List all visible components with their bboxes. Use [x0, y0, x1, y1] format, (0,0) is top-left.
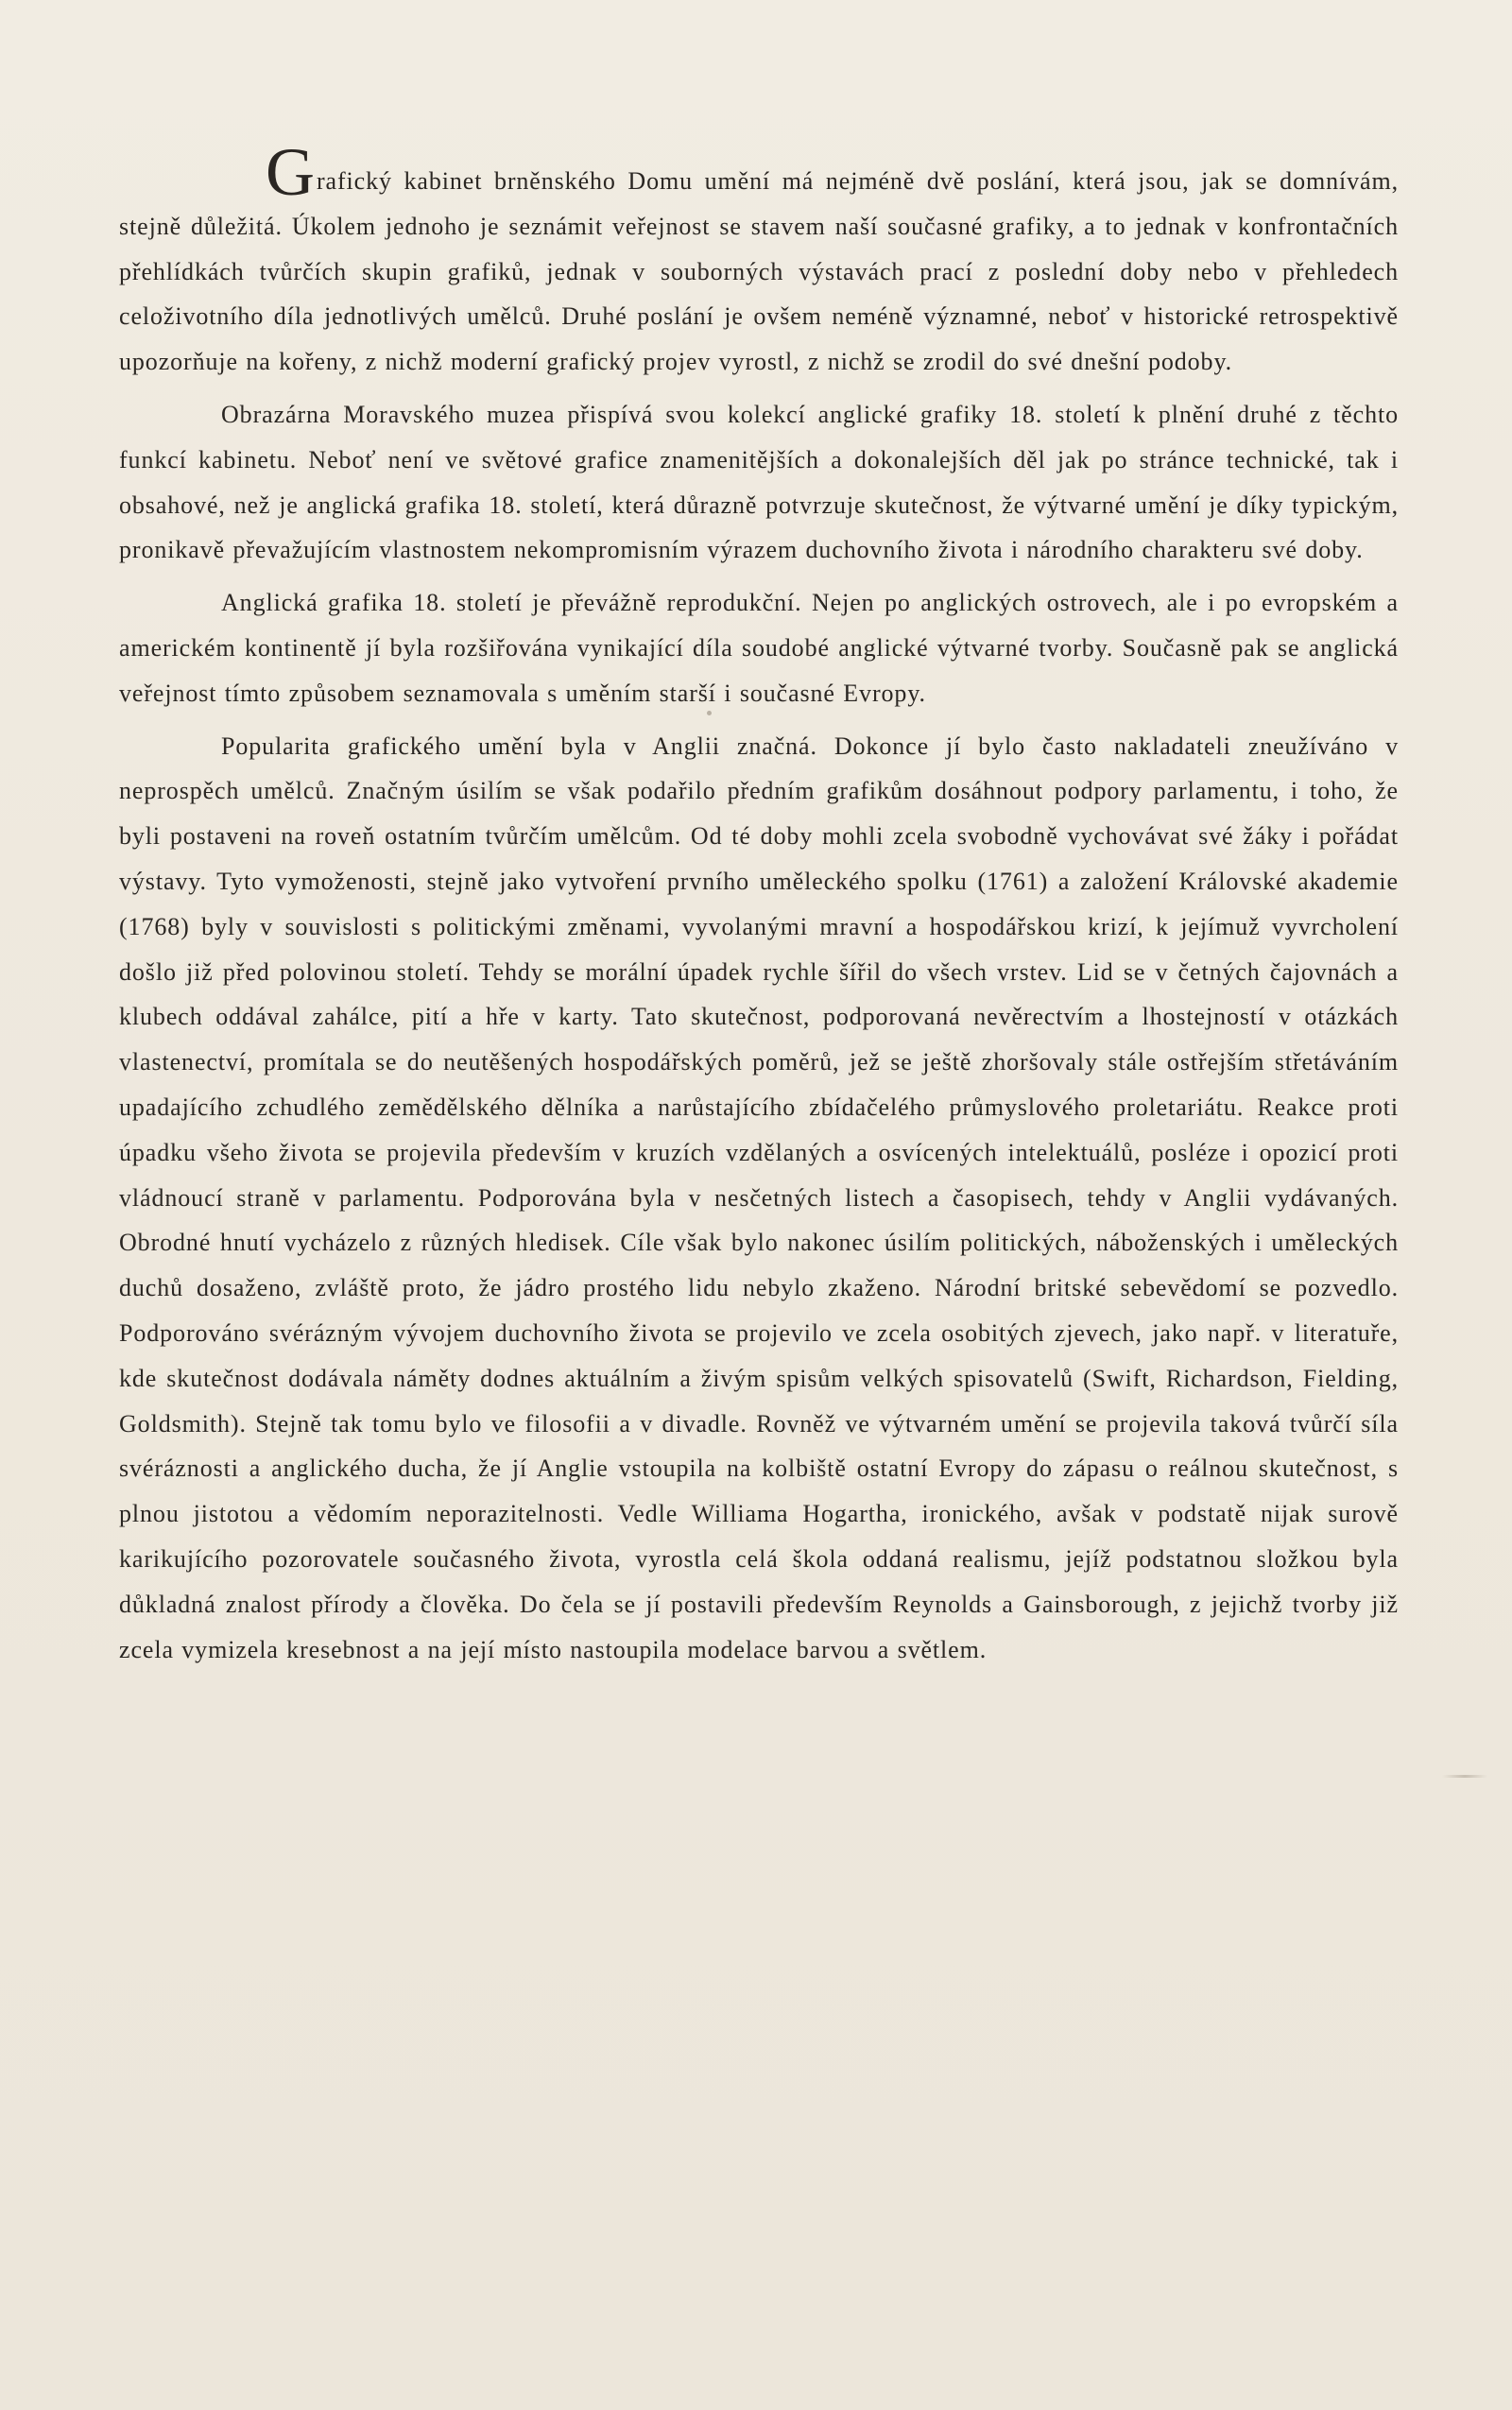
drop-cap: G [266, 134, 315, 210]
paragraph-1 [119, 134, 1399, 385]
article-text [119, 134, 1399, 1672]
paragraph-1-text: rafický kabinet brněnského Domu umění má nejméně dvě poslání, která jsou, jak se domnívám, stejně důležitá. Úkolem jednoho je seznámit veřejnost se stavem naší současné grafiky, a to jednak v konfrontačních přehlídkách tvůrčích skupin grafiků, jednak v souborných výstavách prací z poslední doby nebo v přehledech celoživotního díla jednotlivých umělců. Druhé poslání je ovšem neméně významné, neboť v historické retrospektivě upozorňuje na kořeny, z nichž moderní grafický projev vyrostl, z nichž se zrodil do své dnešní podoby. [119, 167, 1399, 376]
paragraph-2: Obrazárna Moravského muzea přispívá svou kolekcí anglické grafiky 18. století k plnění druhé z těchto funkcí kabinetu. Neboť není ve světové grafice znamenitějších a dokonalejších děl jak po stránce technické, tak i obsahové, než je anglická grafika 18. století, která důrazně potvrzuje skutečnost, že výtvarné umění je díky typickým, pronikavě převažujícím vlastnostem nekompromisním výrazem duchovního života i národního charakteru své doby. [119, 400, 1399, 564]
paragraph-4: Popularita grafického umění byla v Anglii značná. Dokonce jí bylo často nakladateli zneužíváno v neprospěch umělců. Značným úsilím se však podařilo předním grafikům dosáhnout podpory parlamentu, i toho, že byli postaveni na roveň ostatním tvůrčím umělcům. Od té doby mohli zcela svobodně vychovávat své žáky i pořádat výstavy. Tyto vymoženosti, stejně jako vytvoření prvního uměleckého spolku (1761) a založení Královské akademie (1768) byly v souvislosti s politickými změnami, vyvolanými mravní a hospodářskou krizí, k jejímuž vyvrcholení došlo již před polovinou století. Tehdy se morální úpadek rychle šířil do všech vrstev. Lid se v četných čajovnách a klubech oddával zahálce, pití a hře v karty. Tato skutečnost, podporovaná nevěrectvím a lhostejností v otázkách vlastenectví, promítala se do neutěšených hospodářských poměrů, jež se ještě zhoršovaly stále ostřejším střetáváním upadajícího zchudlého zemědělského dělníka a narůstajícího zbídačelého průmyslového proletariátu. Reakce proti úpadku všeho života se projevila především v kruzích vzdělaných a osvícených intelektuálů, posléze i opozicí proti vládnoucí straně v parlamentu. Podporována byla v nesčetných listech a časopisech, tehdy v Anglii vydávaných. Obrodné hnutí vycházelo z různých hledisek. Cíle však bylo nakonec úsilím politických, náboženských i uměleckých duchů dosaženo, zvláště proto, že jádro prostého lidu nebylo zkaženo. Národní britské sebevědomí se pozvedlo. Podporováno svérázným vývojem duchovního života se projevilo ve zcela osobitých zjevech, jako např. v literatuře, kde skutečnost dodávala náměty dodnes aktuálním a živým spisům velkých spisovatelů (Swift, Richardson, Fielding, Goldsmith). Stejně tak tomu bylo ve filosofii a v divadle. Rovněž ve výtvarném umění se projevila taková tvůrčí síla svéráznosti a anglického ducha, že jí Anglie vstoupila na kolbiště ostatní Evropy do zápasu o reálnou skutečnost, s plnou jistotou a vědomím neporazitelnosti. Vedle Williama Hogartha, ironického, avšak v podstatě nijak surově karikujícího pozorovatele současného života, vyrostla celá škola oddaná realismu, jejíž podstatnou složkou byla důkladná znalost přírody a člověka. Do čela se jí postavili především Reynolds a Gainsborough, z jejichž tvorby již zcela vymizela kresebnost a na její místo nastoupila modelace barvou a světlem. [119, 732, 1399, 1663]
margin-mark [1442, 1775, 1487, 1778]
paragraph-3: Anglická grafika 18. století je převážně reprodukční. Nejen po anglických ostrovech, ale i po evropském a americkém kontinentě jí byla rozšiřována vynikající díla soudobé anglické výtvarné tvorby. Současně pak se anglická veřejnost tímto způsobem seznamovala s uměním starší i současné Evropy. [119, 589, 1399, 707]
paper-speck [707, 711, 712, 715]
